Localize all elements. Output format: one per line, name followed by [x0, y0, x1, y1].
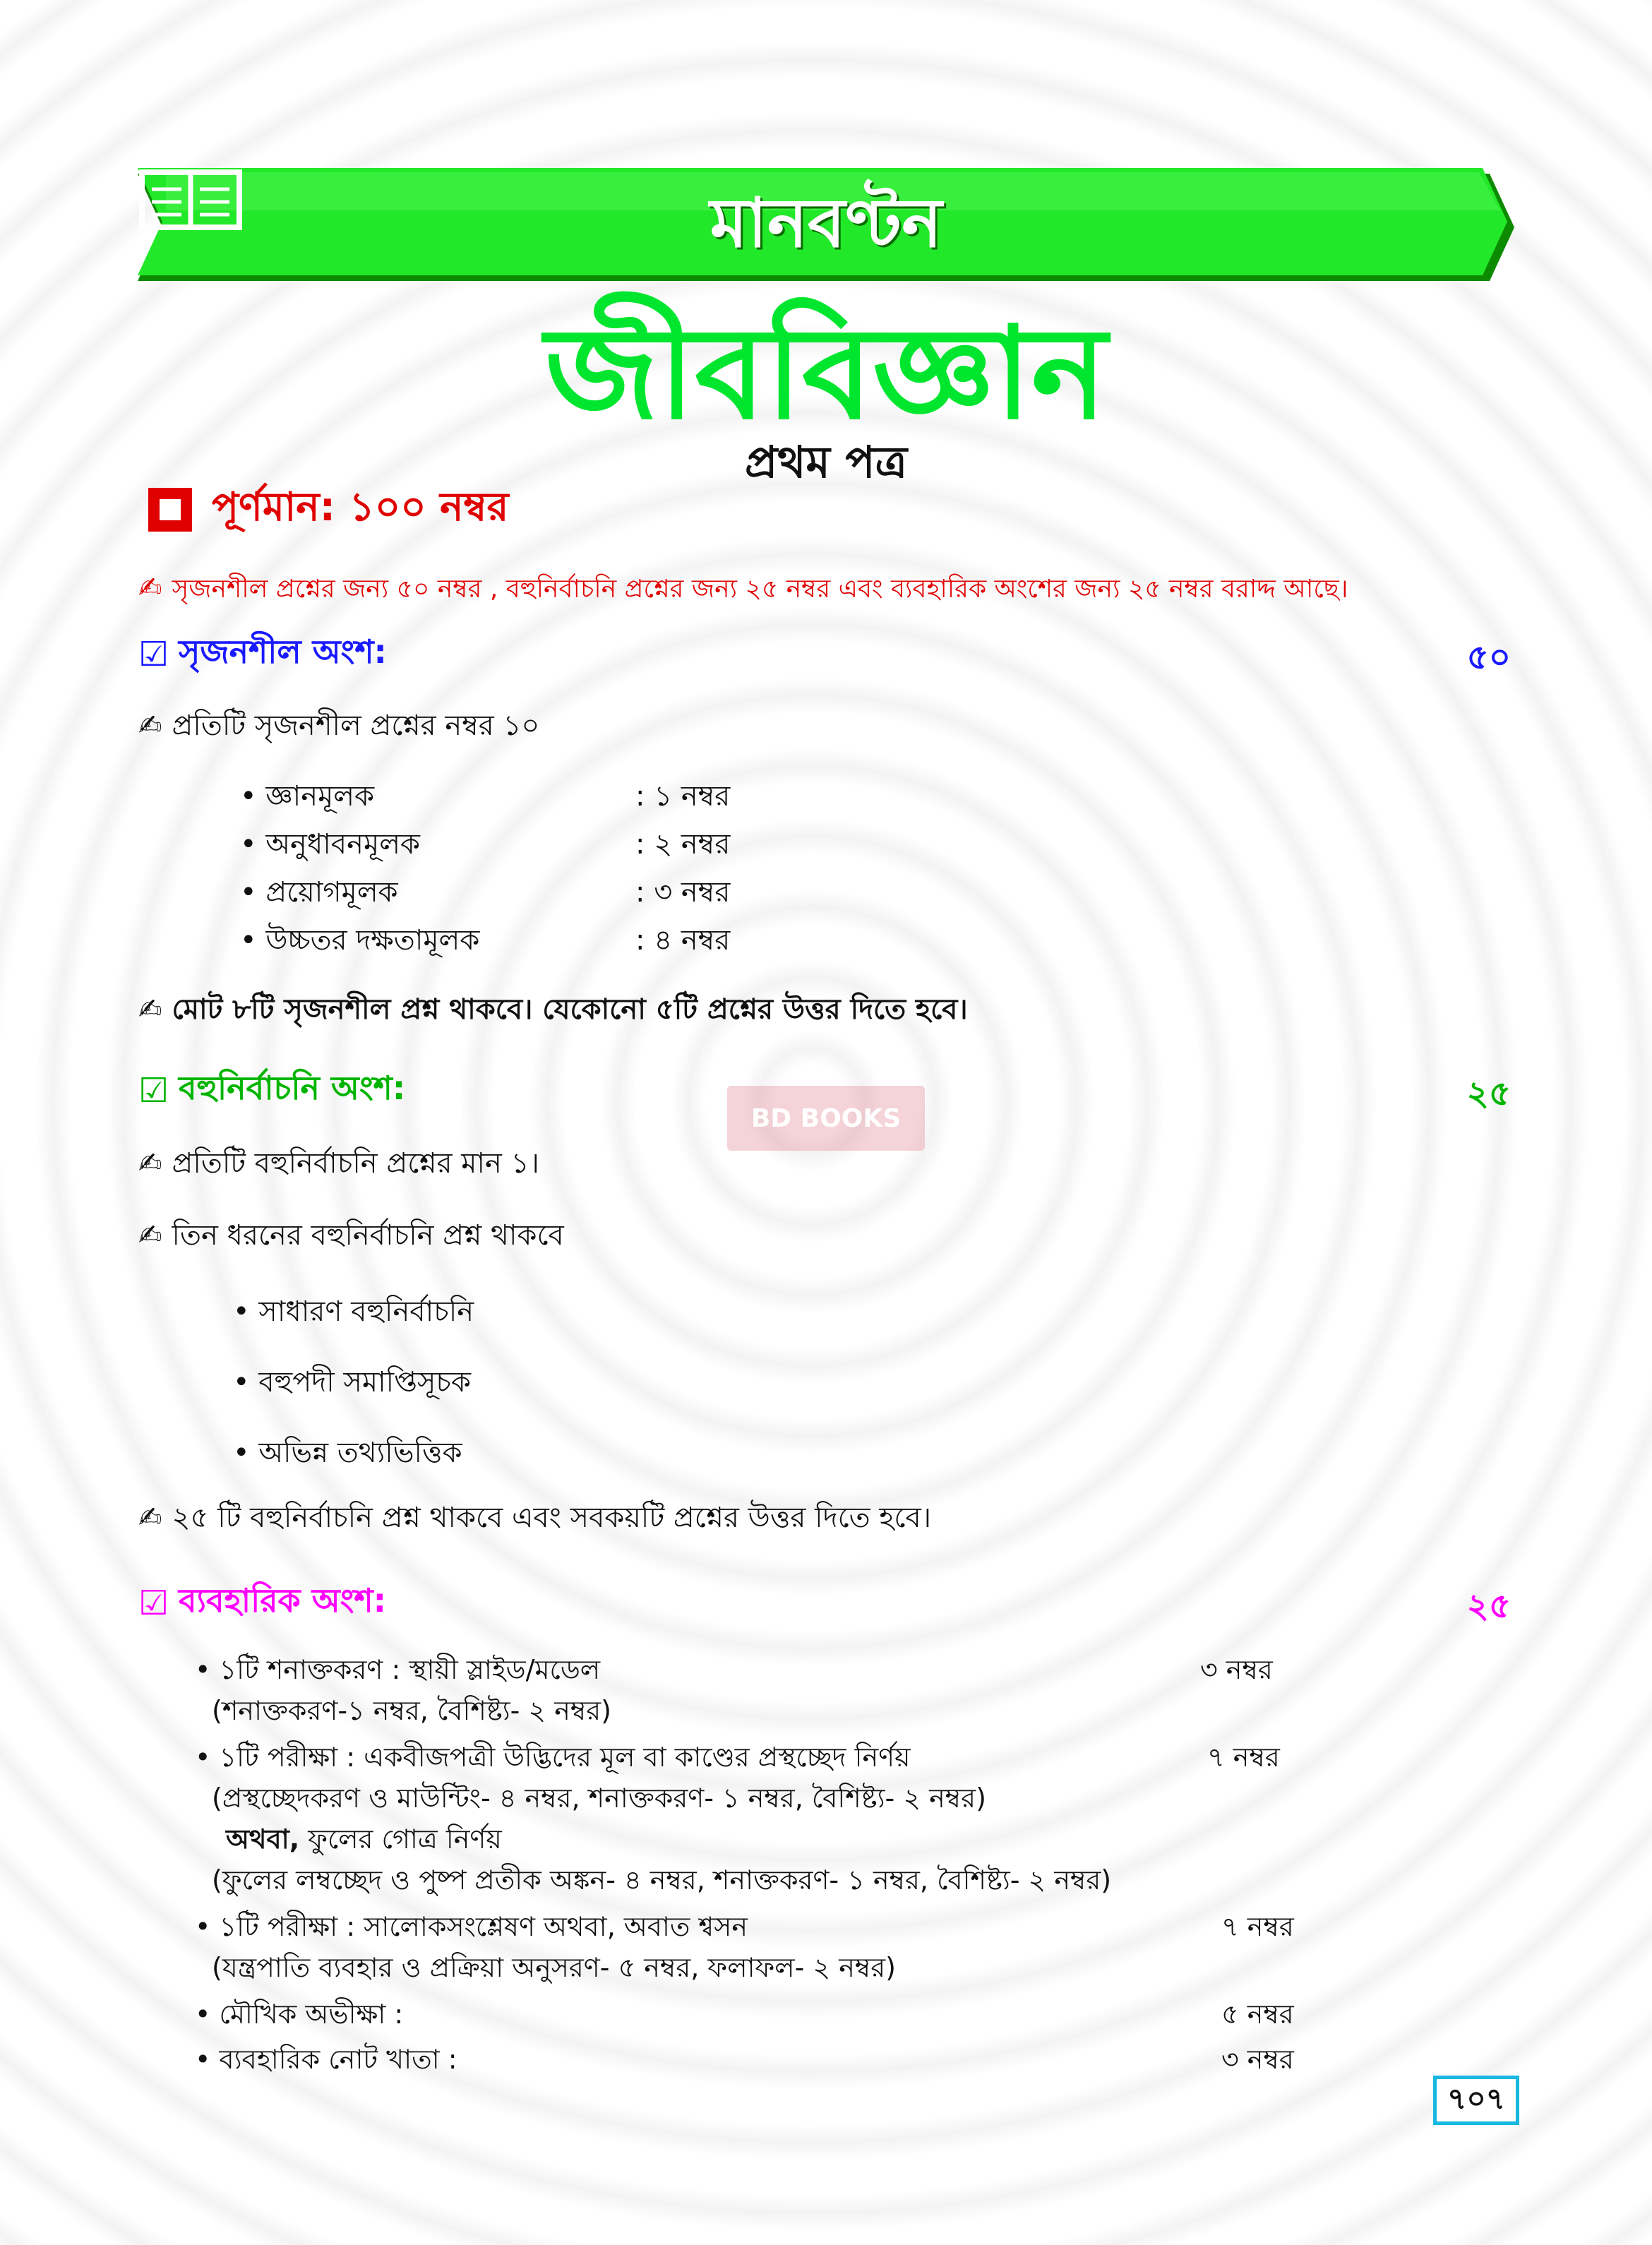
practical-item-mark: ৫ নম্বর [1221, 1999, 1294, 2030]
full-marks [148, 481, 508, 538]
section-banner [138, 168, 1514, 287]
practical-item-detail: (শনাক্তকরণ-১ নম্বর, বৈশিষ্ট্য- ২ নম্বর) [212, 1695, 612, 1726]
creative-breakdown-row [240, 919, 730, 963]
practical-marks: ২৫ [1466, 1586, 1511, 1626]
subject-title: জীববিজ্ঞান [544, 300, 1108, 448]
breakdown-label: • অনুধাবনমূলক [240, 827, 420, 861]
creative-breakdown-row [240, 823, 730, 867]
practical-item-mark: ৩ নম্বর [1221, 2044, 1294, 2075]
mcq-types-intro: ✍ তিন ধরনের বহুনির্বাচনি প্রশ্ন থাকবে [138, 1216, 564, 1255]
practical-item-detail: (যন্ত্রপাতি ব্যবহার ও প্রক্রিয়া অনুসরণ- ৫ নম্বর, ফলাফল- ২ নম্বর) [212, 1952, 896, 1983]
breakdown-label: • প্রয়োগমূলক [240, 875, 398, 909]
mcq-type-item: • বহুপদী সমাপ্তিসূচক [233, 1366, 471, 1399]
pointing-hand-icon: ✍ [138, 993, 162, 1026]
mcq-value-note: ✍ প্রতিটি বহুনির্বাচনি প্রশ্নের মান ১। [138, 1144, 539, 1183]
mcq-marks: ২৫ [1466, 1074, 1511, 1113]
pointing-hand-icon: ✍ [138, 710, 162, 742]
checkbox-icon: ☑ [138, 1584, 169, 1623]
mcq-type-item: • সাধারণ বহুনির্বাচনি [233, 1295, 474, 1328]
practical-item: • ১টি পরীক্ষা : একবীজপত্রী উদ্ভিদের মূল বা কাণ্ডের প্রস্থচ্ছেদ নির্ণয় [195, 1742, 911, 1773]
open-book-icon [138, 168, 244, 232]
pointing-hand-icon: ✍ [138, 1219, 162, 1252]
practical-item-mark: ৭ নম্বর [1221, 1911, 1294, 1942]
practical-section-heading: ☑ ব্যবহারিক অংশ: [138, 1581, 386, 1623]
practical-item: • ১টি পরীক্ষা : সালোকসংশ্লেষণ অথবা, অবাত শ্বসন [195, 1911, 748, 1942]
page-number: ৭০৭ [1433, 2076, 1519, 2125]
practical-item: • ব্যবহারিক নোট খাতা : [195, 2044, 457, 2075]
breakdown-value: : ১ নম্বর [635, 779, 731, 813]
breakdown-value: : ৩ নম্বর [635, 875, 731, 909]
creative-breakdown-row [240, 775, 730, 819]
practical-item-mark: ৩ নম্বর [1200, 1654, 1273, 1685]
breakdown-value: : ২ নম্বর [635, 827, 731, 861]
practical-item: • মৌখিক অভীক্ষা : [195, 1999, 404, 2030]
red-square-icon [148, 488, 192, 532]
creative-intro: ✍ প্রতিটি সৃজনশীল প্রশ্নের নম্বর ১০ [138, 706, 539, 746]
creative-marks: ৫০ [1466, 637, 1511, 677]
practical-item-mark: ৭ নম্বর [1207, 1742, 1280, 1773]
practical-item-alternative: অথবা, ফুলের গোত্র নির্ণয় [226, 1824, 502, 1855]
creative-total-note: ✍ মোট ৮টি সৃজনশীল প্রশ্ন থাকবে। যেকোনো ৫টি প্রশ্নের উত্তর দিতে হবে। [138, 990, 968, 1029]
pointing-hand-icon: ✍ [138, 572, 162, 604]
checkbox-icon: ☑ [138, 1071, 169, 1110]
practical-item-detail: (প্রস্থচ্ছেদকরণ ও মাউন্টিং- ৪ নম্বর, শনাক্তকরণ- ১ নম্বর, বৈশিষ্ট্য- ২ নম্বর) [212, 1783, 986, 1814]
breakdown-value: : ৪ নম্বর [635, 923, 731, 957]
breakdown-label: • জ্ঞানমূলক [240, 779, 375, 813]
watermark-logo: BD BOOKS [727, 1086, 925, 1151]
breakdown-label: • উচ্চতর দক্ষতামূলক [240, 923, 480, 957]
marks-allocation-note: ✍ সৃজনশীল প্রশ্নের জন্য ৫০ নম্বর , বহুনির্বাচনি প্রশ্নের জন্য ২৫ নম্বর এবং ব্যবহারিক অংশের জন্য ২৫ নম্বর বরাদ্দ আছে। [138, 572, 1348, 604]
mcq-type-item: • অভিন্ন তথ্যভিত্তিক [233, 1437, 462, 1469]
paper-title: প্রথম পত্র [744, 436, 908, 488]
creative-section-heading: ☑ সৃজনশীল অংশ: [138, 633, 387, 674]
mcq-total-note: ✍ ২৫ টি বহুনির্বাচনি প্রশ্ন থাকবে এবং সবকয়টি প্রশ্নের উত্তর দিতে হবে। [138, 1498, 931, 1538]
mcq-section-heading: ☑ বহুনির্বাচনি অংশ: [138, 1069, 406, 1110]
full-marks-text: পূর্ণমান: ১০০ নম্বর [212, 484, 509, 530]
practical-item-detail: (ফুলের লম্বচ্ছেদ ও পুষ্প প্রতীক অঙ্কন- ৪ নম্বর, শনাক্তকরণ- ১ নম্বর, বৈশিষ্ট্য- ২ নম্বর) [212, 1864, 1112, 1896]
practical-item: • ১টি শনাক্তকরণ : স্থায়ী স্লাইড/মডেল [195, 1654, 601, 1685]
creative-breakdown-row [240, 871, 730, 915]
checkbox-icon: ☑ [138, 635, 169, 674]
banner-title: মানবণ্টন [710, 183, 942, 263]
pointing-hand-icon: ✍ [138, 1502, 162, 1534]
pointing-hand-icon: ✍ [138, 1147, 162, 1180]
